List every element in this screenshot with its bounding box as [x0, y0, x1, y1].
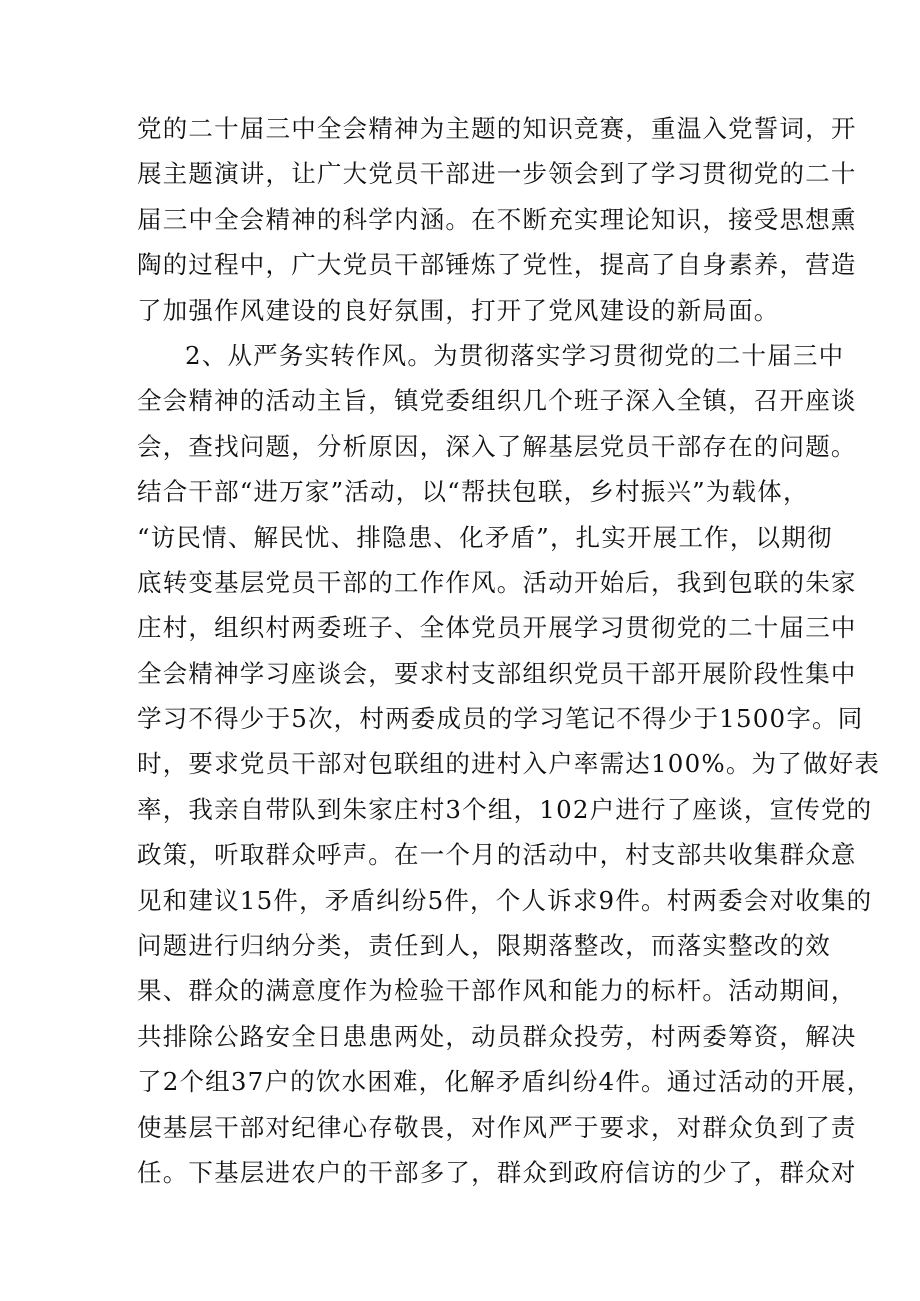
text-line: 见和建议15件，矛盾纠纷5件，个人诉求9件。村两委会对收集的: [137, 885, 873, 915]
text-line: 底转变基层党员干部的工作作风。活动开始后，我到包联的朱家: [137, 567, 857, 597]
text-line: 庄村，组织村两委班子、全体党员开展学习贯彻党的二十届三中: [137, 613, 857, 643]
body-text: [137, 106, 881, 1195]
text-line: 结合干部“进万家”活动，以“帮扶包联，乡村振兴”为载体，: [137, 477, 809, 507]
text-line: 展主题演讲，让广大党员干部进一步领会到了学习贯彻党的二十: [137, 159, 857, 189]
text-line: 了2个组37户的饮水困难，化解矛盾纠纷4件。通过活动的开展，: [137, 1067, 873, 1097]
text-line: 会，查找问题，分析原因，深入了解基层党员干部存在的问题。: [137, 431, 857, 461]
text-line: 问题进行归纳分类，责任到人，限期落整改，而落实整改的效: [137, 931, 831, 961]
text-line: 任。下基层进农户的干部多了，群众到政府信访的少了，群众对: [137, 1157, 857, 1187]
text-line: 时，要求党员干部对包联组的进村入户率需达100%。为了做好表: [137, 749, 881, 779]
text-line: 全会精神的活动主旨，镇党委组织几个班子深入全镇，召开座谈: [137, 386, 857, 416]
text-line: 全会精神学习座谈会，要求村支部组织党员干部开展阶段性集中: [137, 658, 857, 688]
text-line: 届三中全会精神的科学内涵。在不断充实理论知识，接受思想熏: [137, 204, 857, 234]
text-line: 共排除公路安全日患患两处，动员群众投劳，村两委筹资，解决: [137, 1021, 857, 1051]
text-line: 果、群众的满意度作为检验干部作风和能力的标杆。活动期间，: [137, 976, 857, 1006]
text-line: 率，我亲自带队到朱家庄村3个组，102户进行了座谈，宣传党的: [137, 794, 873, 824]
text-line: “访民情、解民忧、排隐患、化矛盾”，扎实开展工作，以期彻: [137, 522, 833, 552]
text-line: 使基层干部对纪律心存敬畏，对作风严于要求，对群众负到了责: [137, 1112, 857, 1142]
text-line: 政策，听取群众呼声。在一个月的活动中，村支部共收集群众意: [137, 840, 857, 870]
text-line: 了加强作风建设的良好氛围，打开了党风建设的新局面。: [137, 295, 780, 325]
text-line: 党的二十届三中全会精神为主题的知识竞赛，重温入党誓词，开: [137, 114, 857, 143]
text-line: 学习不得少于5次，村两委成员的学习笔记不得少于1500字。同: [137, 704, 864, 734]
text-line: 陶的过程中，广大党员干部锤炼了党性，提高了自身素养，营造: [137, 250, 857, 280]
section-heading-line: 2、从严务实转作风。为贯彻落实学习贯彻党的二十届三中: [185, 340, 845, 370]
